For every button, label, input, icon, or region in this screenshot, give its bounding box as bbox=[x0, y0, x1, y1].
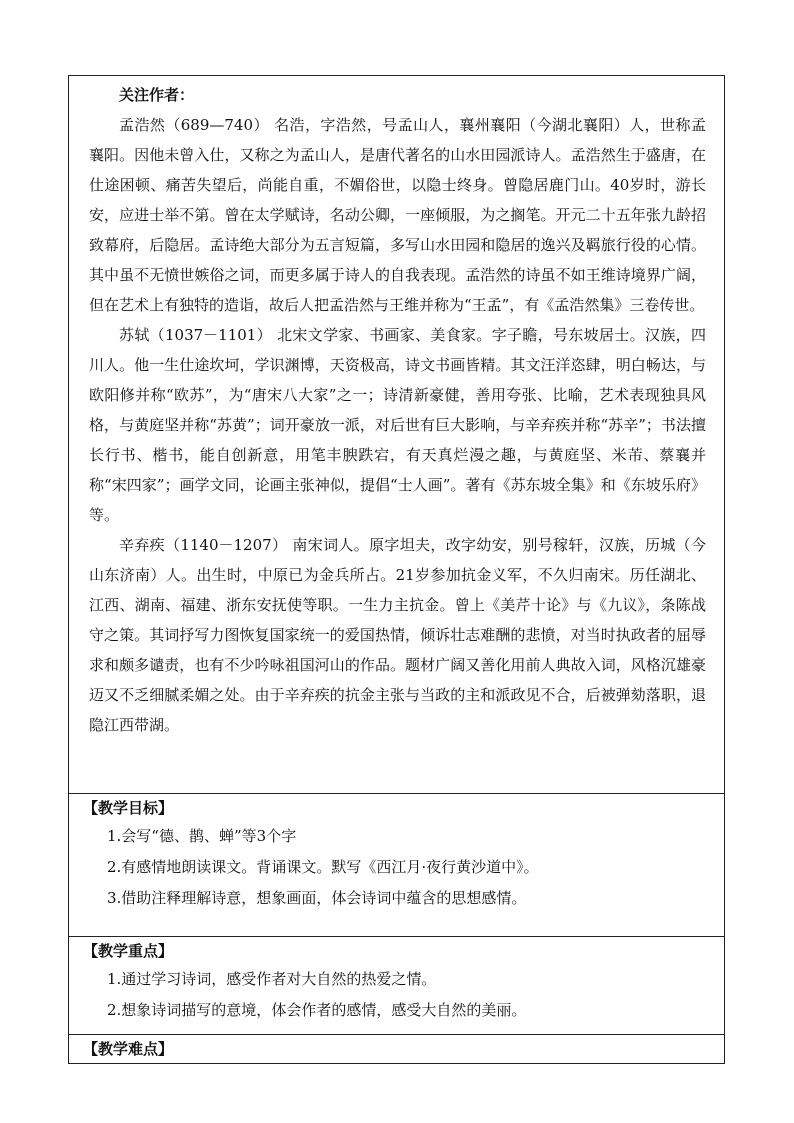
goal-item: 2.有感情地朗读课文。背诵课文。默写《西江月·夜行黄沙道中》。 bbox=[107, 858, 539, 876]
focus-item: 2.想象诗词描写的意境，体会作者的感情，感受大自然的美丽。 bbox=[107, 1001, 527, 1019]
author-section bbox=[69, 76, 724, 794]
author-heading: 关注作者： bbox=[119, 86, 195, 104]
lesson-plan-table bbox=[68, 75, 725, 1064]
author-paragraph-su: 苏轼（1037－1101） 北宋文学家、书画家、美食家。字子瞻，号东坡居士。汉族，四川人。他一生仕途坎坷，学识渊博，天资极高，诗文书画皆精。其文汪洋恣肆，明白畅达，与欧阳修并称“欧苏”，为“唐宋八大家”之一；诗清新豪健，善用夸张、比喻，艺术表现独具风格，与黄庭坚并称“苏黄”；词开豪放一派，对后世有巨大影响，与辛弃疾并称“苏辛”；书法擅长行书、楷书，能自创新意，用笔丰腴跌宕，有天真烂漫之趣，与黄庭坚、米芾、蔡襄并称“宋四家”；画学文同，论画主张神似，提倡“士人画”。著有《苏东坡全集》和《东坡乐府》等。 bbox=[89, 326, 706, 524]
author-paragraph-xin: 辛弃疾（1140－1207） 南宋词人。原字坦夫，改字幼安，别号稼轩，汉族，历城（今山东济南）人。出生时，中原已为金兵所占。21岁参加抗金义军，不久归南宋。历任湖北、江西、湖南、福建、浙东安抚使等职。一生力主抗金。曾上《美芹十论》与《九议》，条陈战守之策。其词抒写力图恢复国家统一的爱国热情，倾诉壮志难酬的悲愤，对当时执政者的屈辱求和颇多谴责，也有不少吟咏祖国河山的作品。题材广阔又善化用前人典故入词，风格沉雄豪迈又不乏细腻柔媚之处。由于辛弃疾的抗金主张与当政的主和派政见不合，后被弹劾落职，退隐江西带湖。 bbox=[89, 536, 706, 734]
teaching-focus-heading: 【教学重点】 bbox=[83, 942, 174, 960]
teaching-difficulty-heading: 【教学难点】 bbox=[83, 1040, 174, 1058]
teaching-difficulty-section bbox=[69, 1035, 724, 1063]
goal-item: 3.借助注释理解诗意，想象画面，体会诗词中蕴含的思想感情。 bbox=[107, 889, 527, 907]
teaching-goals-heading: 【教学目标】 bbox=[83, 799, 174, 817]
goal-item: 1.会写“德、鹊、蝉”等3个字 bbox=[107, 827, 297, 845]
focus-item: 1.通过学习诗词，感受作者对大自然的热爱之情。 bbox=[107, 970, 437, 988]
teaching-goals-section bbox=[69, 794, 724, 937]
author-paragraph-meng: 孟浩然（689—740） 名浩，字浩然，号孟山人，襄州襄阳（今湖北襄阳）人，世称孟襄阳。因他未曾入仕，又称之为孟山人，是唐代著名的山水田园派诗人。孟浩然生于盛唐，在仕途困顿、痛苦失望后，尚能自重，不媚俗世，以隐士终身。曾隐居鹿门山。40岁时，游长安，应进士举不第。曾在太学赋诗，名动公卿，一座倾服，为之搁笔。开元二十五年张九龄招致幕府，后隐居。孟诗绝大部分为五言短篇，多写山水田园和隐居的逸兴及羁旅行役的心情。其中虽不无愤世嫉俗之词，而更多属于诗人的自我表现。孟浩然的诗虽不如王维诗境界广阔，但在艺术上有独特的造诣，故后人把孟浩然与王维并称为“王孟”，有《孟浩然集》三卷传世。 bbox=[89, 116, 706, 314]
teaching-focus-section bbox=[69, 937, 724, 1035]
